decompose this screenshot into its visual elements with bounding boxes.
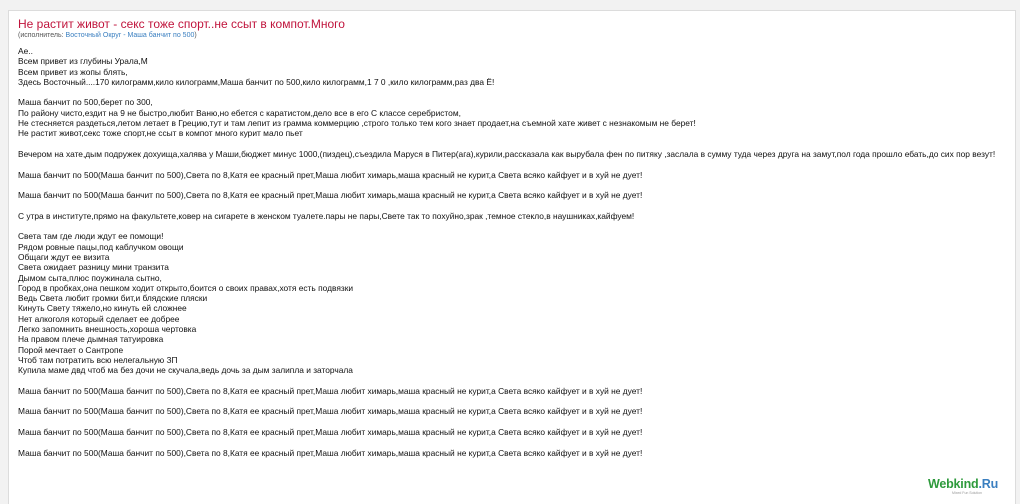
lyric-line: Рядом ровные пацы,под каблучком овощи xyxy=(18,241,184,252)
lyric-line: С утра в институте,прямо на факультете,ковер на сигарете в женском туалете.пары не пары,Свете так то похуйно,зрак ,темное стекло,в наушниках,кайфуем! xyxy=(18,210,635,221)
lyric-line: Маша банчит по 500(Маша банчит по 500),Света по 8,Катя ее красный прет,Маша любит химарь,маша красный не курит,а Света всяко кайфует и в хуй не дует! xyxy=(18,406,643,417)
lyric-line: Не стесняется раздеться,летом летает в Грецию,тут и там лепит из грамма коммерцию ,строго только тем кого знает продает,на съемной хате живет с незнакомым не берет! xyxy=(18,118,696,129)
lyric-line: По району чисто,ездит на 9 не быстро,любит Ваню,но ебется с каратистом,дело все в его С классе серебристом, xyxy=(18,107,461,118)
song-title: Не растит живот - секс тоже спорт..не ссыт в компот.Много xyxy=(18,17,345,31)
performer-prefix: (исполнитель: xyxy=(18,32,66,39)
lyric-line: Маша банчит по 500(Маша банчит по 500),Света по 8,Катя ее красный прет,Маша любит химарь,маша красный не курит,а Света всяко кайфует и в хуй не дует! xyxy=(18,426,643,437)
blank-line xyxy=(18,87,1016,97)
brand-tagline: Mixed Fun Solution xyxy=(952,491,982,495)
lyrics-page xyxy=(8,10,1016,504)
lyric-line: Маша банчит по 500,берет по 300, xyxy=(18,97,153,108)
lyric-line: Маша банчит по 500(Маша банчит по 500),Света по 8,Катя ее красный прет,Маша любит химарь,маша красный не курит,а Света всяко кайфует и в хуй не дует! xyxy=(18,447,643,458)
blank-line xyxy=(18,180,1016,190)
lyric-line: Маша банчит по 500(Маша банчит по 500),Света по 8,Катя ее красный прет,Маша любит химарь,маша красный не курит,а Света всяко кайфует и в хуй не дует! xyxy=(18,169,643,180)
lyric-line: Вечером на хате,дым подружек дохуища,халява у Маши,бюджет минус 1000,(пиздец),съездила Маруся в Питер(ага),курили,рассказала как вырубала фен по питяку ,заслала в сумму туда через друга на замут,пол года прошло ебать,до сих пор везут! xyxy=(18,148,996,159)
blank-line xyxy=(18,139,1016,149)
blank-line xyxy=(18,159,1016,169)
lyric-line: Кинуть Свету тяжело,но кинуть ей сложнее xyxy=(18,303,187,314)
webkind-logo[interactable] xyxy=(928,477,998,491)
blank-line xyxy=(18,221,1016,231)
lyric-line: Маша банчит по 500(Маша банчит по 500),Света по 8,Катя ее красный прет,Маша любит химарь,маша красный не курит,а Света всяко кайфует и в хуй не дует! xyxy=(18,190,643,201)
lyric-line: Дымом сыта,плюс поужинала сытно, xyxy=(18,272,162,283)
lyric-line: Чтоб там потратить всю нелегальную ЗП xyxy=(18,354,178,365)
lyrics-body xyxy=(18,46,1016,458)
lyric-line: На правом плече дымная татуировка xyxy=(18,334,164,345)
lyric-line: Всем привет из жопы блять, xyxy=(18,66,128,77)
lyric-line: Маша банчит по 500(Маша банчит по 500),Света по 8,Катя ее красный прет,Маша любит химарь,маша красный не курит,а Света всяко кайфует и в хуй не дует! xyxy=(18,385,643,396)
lyric-line: Порой мечтает о Сантропе xyxy=(18,344,124,355)
lyric-line: Света там где люди ждут ее помощи! xyxy=(18,231,164,242)
blank-line xyxy=(18,396,1016,406)
performer-suffix: ) xyxy=(194,32,197,39)
blank-line xyxy=(18,437,1016,447)
lyric-line: Здесь Восточный....170 килограмм,кило килограмм,Маша банчит по 500,кило килограмм,1 7 0 ,кило килограмм,раз два Ё! xyxy=(18,76,495,87)
lyric-line: Нет алкоголя который сделает ее добрее xyxy=(18,313,180,324)
performer-link[interactable]: Восточный Округ - Маша банчит по 500 xyxy=(65,32,195,39)
lyric-line: Ае.. xyxy=(18,46,33,56)
blank-line xyxy=(18,376,1016,386)
lyric-line: Не растит живот,секс тоже спорт,не ссыт в компот много курит мало пьет xyxy=(18,128,303,139)
brand-name: Webkind xyxy=(928,477,979,491)
lyric-line: Ведь Света любит громки бит,и блядские пляски xyxy=(18,293,208,304)
lyric-line: Всем привет из глубины Урала,М xyxy=(18,56,148,67)
lyric-line: Город в пробках,она пешком ходит открыто,боится о своих правах,хотя есть подвязки xyxy=(18,282,354,293)
blank-line xyxy=(18,417,1016,427)
lyric-line: Света ожидает разницу мини транзита xyxy=(18,262,169,273)
blank-line xyxy=(18,200,1016,210)
performer-info xyxy=(18,32,197,39)
lyric-line: Легко запомнить внешность,хороша чертовка xyxy=(18,324,197,335)
lyric-line: Купила маме двд чтоб ма без дочи не скучала,ведь дочь за дым залипла и заторчала xyxy=(18,365,353,376)
lyric-line: Общаги ждут ее визита xyxy=(18,251,110,262)
brand-tld: .Ru xyxy=(978,477,999,491)
